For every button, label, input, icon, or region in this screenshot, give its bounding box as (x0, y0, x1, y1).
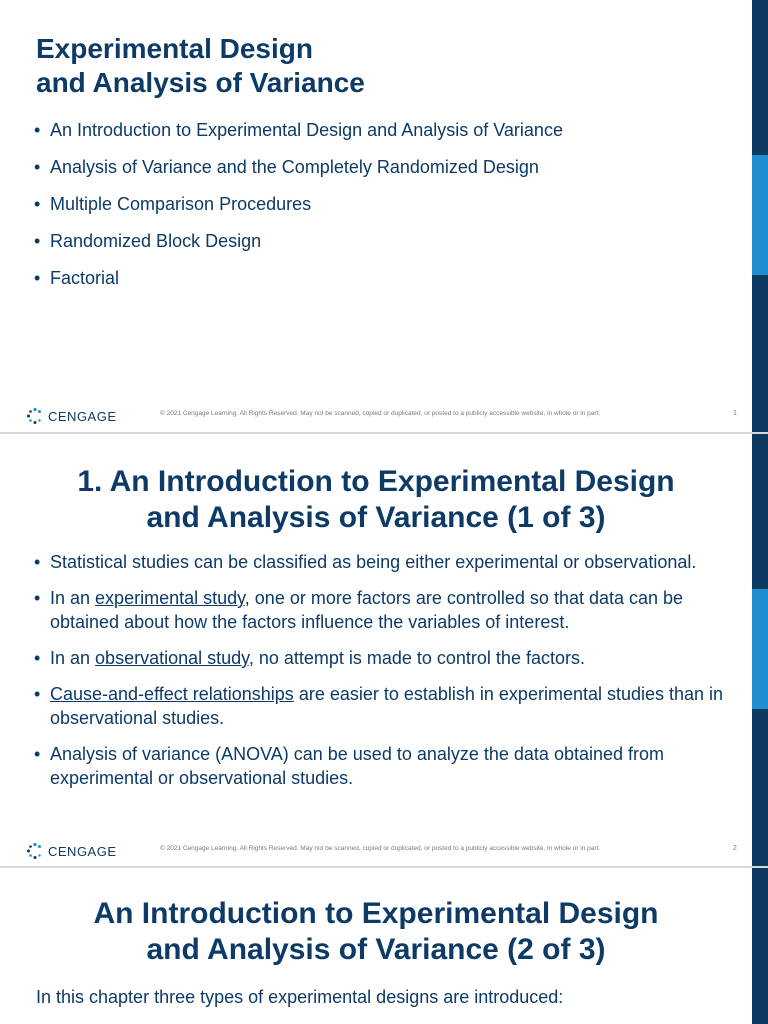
slide-3-sidebar (752, 868, 768, 1024)
sidebar-dark-segment (752, 0, 768, 155)
bullet-text: In an (50, 648, 96, 668)
slide-1-title (36, 32, 365, 100)
bullet-text: Analysis of variance (ANOVA) can be used to analyze the data obtained from experimental or observational studies. (50, 744, 665, 788)
page-number: 2 (733, 845, 737, 852)
title-line: and Analysis of Variance (36, 67, 365, 98)
slide-2-title (20, 464, 732, 536)
title-line: and Analysis of Variance (1 of 3) (146, 501, 606, 534)
bullet-item: • Multiple Comparison Procedures (32, 193, 732, 215)
term-experimental-study: experimental study (95, 588, 245, 608)
copyright-notice: © 2021 Cengage Learning. All Rights Reserved. May not be scanned, copied or duplicated, or posted to a publicly accessible website, in whole or in part. (160, 410, 601, 417)
bullet-item (32, 646, 732, 670)
sidebar-dark-segment (752, 868, 768, 1024)
bullet-text: In an (50, 588, 96, 608)
term-cause-and-effect: Cause-and-effect relationships (50, 684, 294, 704)
copyright-notice: © 2021 Cengage Learning. All Rights Reserved. May not be scanned, copied or duplicated, or posted to a publicly accessible website, in whole or in part. (160, 845, 601, 852)
slide-3-intro-text: In this chapter three types of experimental designs are introduced: (36, 987, 564, 1007)
cengage-logo (26, 404, 117, 428)
bullet-item: • An Introduction to Experimental Design and Analysis of Variance (32, 119, 732, 141)
bullet-text: , one or more factors are controlled so that data can be obtained about how the factors influence the variables of interest. (50, 588, 684, 632)
bullet-item (32, 586, 732, 634)
bullet-text: are easier to establish in experimental studies than in observational studies. (50, 684, 724, 728)
bullet-text: Statistical studies can be classified as being either experimental or observational. (50, 552, 697, 572)
slide-1 (0, 0, 768, 432)
slide-1-sidebar (752, 0, 768, 432)
logo-text: CENGAGE (48, 843, 117, 859)
sidebar-light-segment (752, 589, 768, 709)
slide-2-bullet-list (32, 550, 732, 802)
logo-text: CENGAGE (48, 408, 117, 424)
title-line: 1. An Introduction to Experimental Design (77, 465, 675, 498)
sidebar-dark-segment (752, 275, 768, 432)
sidebar-light-segment (752, 155, 768, 275)
title-line: and Analysis of Variance (2 of 3) (146, 933, 606, 966)
slide-1-footer (0, 404, 752, 428)
slide-2-sidebar (752, 434, 768, 866)
bullet-item (32, 682, 732, 730)
slide-1-bullet-list (32, 119, 732, 304)
bullet-item (32, 550, 732, 574)
sidebar-dark-segment (752, 709, 768, 866)
title-line: Experimental Design (36, 33, 313, 64)
term-observational-study: observational study (95, 648, 249, 668)
bullet-item: • Analysis of Variance and the Completely Randomized Design (32, 156, 732, 178)
title-line: An Introduction to Experimental Design (93, 897, 659, 930)
bullet-item (32, 742, 732, 790)
cengage-logo (26, 839, 117, 863)
bullet-text: , no attempt is made to control the factors. (248, 648, 585, 668)
bullet-item: • Randomized Block Design (32, 230, 732, 252)
cengage-logo-icon (26, 842, 44, 860)
bullet-item: • Factorial (32, 267, 732, 289)
slide-3-title (20, 896, 732, 968)
slide-2-footer (0, 839, 752, 863)
slide-3 (0, 868, 768, 1024)
slide-2 (0, 434, 768, 866)
page-number: 1 (733, 410, 737, 417)
sidebar-dark-segment (752, 434, 768, 589)
cengage-logo-icon (26, 407, 44, 425)
